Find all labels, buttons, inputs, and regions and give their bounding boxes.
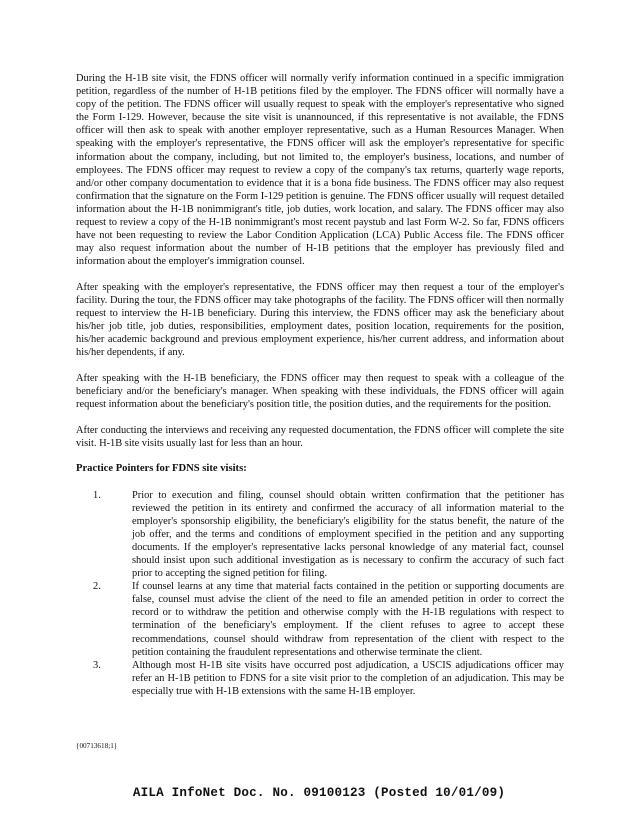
list-item <box>76 580 564 659</box>
list-item-number: 1. <box>93 489 101 501</box>
list-item-text: Prior to execution and filing, counsel should obtain written confirmation that the petitioner has reviewed the petition in its entirety and confirmed the accuracy of all information material to the employer's sponsorship eligibility, the beneficiary's eligibility for the status benefit, the nature of the job offer, and the terms and conditions of employment specified in the petition and any supporting documents. If the employer's representative lacks personal knowledge of any material fact, counsel should insist upon such additional investigation as is necessary to confirm the accuracy of such fact prior to accepting the signed petition for filing. <box>132 489 564 580</box>
list-item <box>76 489 564 581</box>
document-id: {00713618;1} <box>76 742 118 750</box>
paragraph-visit-completion: After conducting the interviews and receiving any requested documentation, the FDNS officer will complete the site visit. H-1B site visits usually last for less than an hour. <box>76 424 564 449</box>
document-body <box>76 72 564 698</box>
list-item <box>76 659 564 698</box>
paragraph-facility-tour: After speaking with the employer's representative, the FDNS officer may then request a tour of the employer's facility. During the tour, the FDNS officer may take photographs of the facility. The FDNS officer will then normally request to interview the H-1B beneficiary. During this interview, the FDNS officer may ask the beneficiary about his/her job title, job duties, responsibilities, employment dates, position location, requirements for the position, his/her academic background and previous employment experience, his/her current address, and information about his/her dependents, if any. <box>76 281 564 359</box>
practice-pointers-heading: Practice Pointers for FDNS site visits: <box>76 463 247 475</box>
page-footer: AILA InfoNet Doc. No. 09100123 (Posted 10/01/09) <box>132 786 506 800</box>
list-item-number: 2. <box>93 581 101 593</box>
list-item-number: 3. <box>93 659 101 671</box>
list-item-text: If counsel learns at any time that material facts contained in the petition or supporting documents are false, counsel must advise the client of the need to file an amended petition in order to correct the record or to withdraw the petition and otherwise comply with the H-1B regulations with respect to termination of the beneficiary's employment. If the client refuses to agree to accept these recommendations, counsel should withdraw from representation of the client with respect to the petition containing the fraudulent representations and otherwise terminate the client. <box>132 581 564 658</box>
paragraph-colleague-interview: After speaking with the H-1B beneficiary, the FDNS officer may then request to speak with a colleague of the beneficiary and/or the beneficiary's manager. When speaking with these individuals, the FDNS officer will again request information about the beneficiary's position title, the position duties, and the requirements for the position. <box>76 372 564 411</box>
list-item-text: Although most H-1B site visits have occurred post adjudication, a USCIS adjudications officer may refer an H-1B petition to FDNS for a site visit prior to the completion of an adjudication. This may be especially true with H-1B extensions with the same H-1B employer. <box>132 659 564 697</box>
practice-pointers-list <box>76 489 564 699</box>
paragraph-site-visit: During the H-1B site visit, the FDNS officer will normally verify information continued in a specific immigration petition, regardless of the number of H-1B petitions filed by the employer. The FDNS officer will normally have a copy of the petition. The FDNS officer will usually request to speak with the employer's representative who signed the Form I-129. However, because the site visit is unannounced, if this representative is not available, the FDNS officer will then ask to speak with another employer representative, such as a Human Resources Manager. When speaking with the employer's representative, the FDNS officer will ask the employer's representative for specific information about the company, including, but not limited to, the employer's business, locations, and number of employees. The FDNS officer may request to review a copy of the company's tax returns, quarterly wage reports, and/or other company documentation to evidence that it is a bona fide business. The FDNS officer may also request confirmation that the signature on the Form I-129 petition is genuine. The FDNS officer usually will request detailed information about the H-1B nonimmigrant's title, job duties, work location, and salary. The FDNS officer may also request to review a copy of the H-1B nonimmigrant's most recent paystub and last Form W-2. So far, FDNS officers have not been requesting to review the Labor Condition Application (LCA) Public Access file. The FDNS officer may also request information about the number of H-1B petitions that the employer has previously filed and information about the employer's immigration counsel. <box>76 73 564 268</box>
